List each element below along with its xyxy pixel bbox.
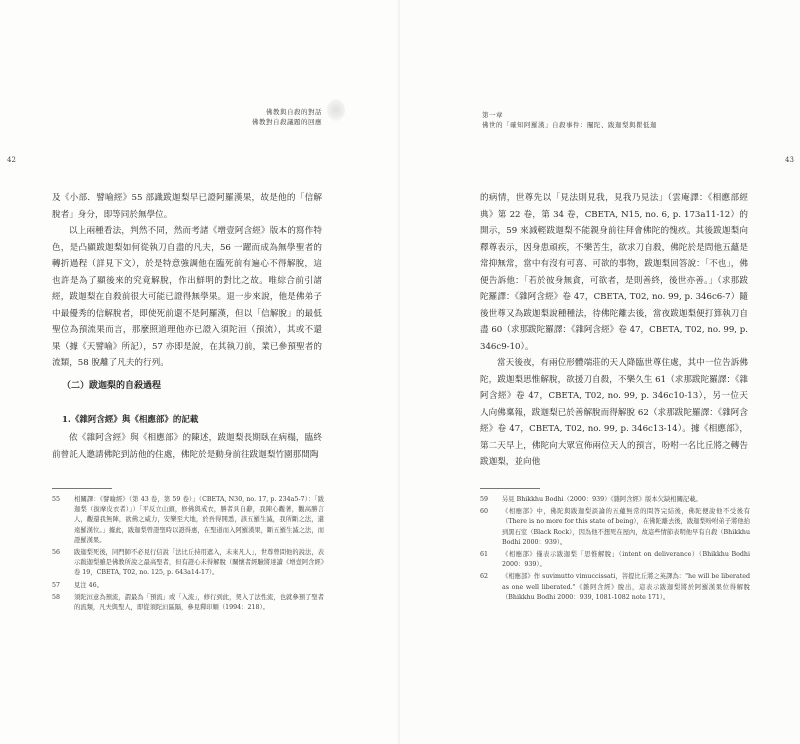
right-paragraph-2: 當天後夜，有兩位形體端莊的天人降臨世尊住處，其中一位告訴佛陀，跋迦梨思惟解脫，欲援刀自殺，不樂久生 61（求那跋陀羅譯：《雜阿含經》卷 47，CBETA, T02, no. 99, p. 346c10-13），另一位天人向佛稟報，跋迦梨已於善解脫而得解脫 62（求那跋陀羅譯：《雜阿含經》卷 47，CBETA, T02, no. 99, p. 346c13-14）。據《相應部》，第二天早上，佛陀向大眾宣佈兩位天人的預言，吩咐一名比丘將之轉告跋迦梨，並向他: [480, 358, 748, 467]
footnote-number: 60: [480, 508, 489, 516]
footnote-text: 另見 Bhikkhu Bodhi（2000：939）《雜阿含經》版本欠缺相關記載。: [502, 496, 702, 503]
left-footnotes: [52, 495, 324, 615]
footnote: [480, 495, 750, 505]
footnote: [52, 548, 324, 579]
left-footnote-rule: [52, 488, 112, 489]
left-running-head-title: 佛教與自殺的對話: [266, 108, 322, 116]
footnote-number: 55: [52, 496, 61, 503]
right-running-head: [482, 110, 657, 130]
right-footnote-rule: [480, 488, 540, 489]
left-running-head: [252, 107, 322, 127]
footnote: [480, 572, 750, 603]
left-body-text: [52, 190, 322, 372]
footnote-number: 59: [480, 496, 489, 503]
footnote: [480, 550, 750, 570]
footnote: [52, 581, 324, 591]
subsection-heading: 1.《雜阿含經》與《相應部》的記載: [62, 415, 199, 425]
left-running-head-subtitle: 佛教對自殺議題的回應: [252, 118, 322, 126]
footnote-text: 相關譯：《譬喻經》（第 43 卷，第 59 卷）」（CBETA, N30, no. 17, p. 234a5-7）：「跋迦梨（拔摩皮衣者）」）「平反立山頭，修佛與戒衣，勝者具自辭，我陳心觀著，觀高勝言人，觀還我無陣，欲佛之威力，安樂至大地，於吾得開悉，該五羅生滅，我所斷之法，還遠羅漢位。」據此，跋迦梨曾證聖時以證得惠，在聖道而入阿羅漢果，斷五羅生滅之法，而證羅漢果。: [74, 496, 324, 544]
footnote-number: 61: [480, 551, 489, 559]
scan-smudge: [327, 99, 345, 121]
left-paragraph-3: 依《雜阿含經》與《相應部》的陳述，跋迦梨長期臥在病榻，臨終前曾託人邀請佛陀到訪他的住處，佛陀於是動身前往跋迦梨竹園那間陶: [52, 433, 322, 460]
footnote-number: 62: [480, 573, 489, 581]
right-paragraph-1: 的病情，世尊先以「見法則見我，見我乃見法」（雲庵譯：《相應部經典》第 22 卷，第 34 卷，CBETA, N15, no. 6, p. 173a11-12）的開示，59 來減輕跋迦梨不能親身前往拜會佛陀的愧疚。其後跋迦梨向釋尊表示，因身患頑疾，不樂苦生，欲求刀自殺，佛陀於是問他五蘊是常抑無常，當中有沒有可喜、可欲的事物，跋迦梨回答說：「不也」，佛便告訴他：「若於彼身無貪，可欲者，是則善終，後世亦善。」（求那跋陀羅譯：《雜阿含經》卷 47，CBETA, T02, no. 99, p. 346c6-7）隨後世尊又為跋迦梨說種種法，待佛陀離去後，當夜跋迦梨便打算執刀自盡 60（求那跋陀羅譯：《雜阿含經》卷 47，CBETA, T02, no. 99, p. 346c9-10）。: [480, 193, 749, 352]
footnote: [480, 507, 750, 548]
section-heading: （二）跋迦梨的自殺過程: [62, 381, 162, 391]
footnote-text: 跋迦梨死後，同門師不必見行信說「法比丘持用遮入，未來凡人」，世尊曾問他的說法，表示跋迦梨雖是佛教所說之最高聖者，但有證心未得解脫（關懷者經驗將達讀《增壹阿含經》卷 19，CBETA, T02, no. 125, p. 643a14-17）。: [74, 549, 324, 577]
left-page-number: 42: [7, 156, 16, 164]
left-paragraph-1: 及《小部．譬喻經》55 部識跋迦梨早已證阿羅漢果，故是他的「信解脫者」身分，即等同於無學位。: [52, 193, 322, 220]
footnote-text: 《相應部》作 suvimutto vimuccissati，菩提比丘將之英譯為："he will be liberated as one well liberated."《雜阿含經》脫出，這表示跋迦梨將於阿羅漢果位得解脫（Bhikkhu Bodhi 2000：939, 1081-1082 note 171）。: [502, 573, 750, 601]
footnote-text: 見注 46。: [74, 581, 103, 589]
footnote-text: 《相應部》僅表示跋迦梨「思惟解脫」（intent on deliverance）（Bhikkhu Bodhi 2000：939）。: [502, 551, 750, 569]
footnote-text: 須陀洹意為預流，謂最為「預流」或「入流」，修行到此，契入了法性流，也就參預了聖者的流類，凡夫與聖人，即從須陀洹區隔，參見釋印順（1994：218）。: [74, 593, 324, 612]
footnote: [52, 495, 324, 546]
left-body-text-2: [52, 430, 322, 463]
footnote-number: 56: [52, 549, 61, 557]
footnote-number: 58: [52, 593, 61, 601]
right-footnotes: [480, 495, 750, 605]
footnote: [52, 593, 324, 613]
right-body-text: [480, 190, 748, 471]
right-page-number: 43: [785, 156, 794, 164]
footnote-text: 《相應部》中，佛陀與跋迦梨談論的五蘊無常的問答完結後，佛陀便說他不受後有（There is no more for this state of being），在佛陀離去後，跋迦梨吩咐弟子將他抬到黑石室（Black Rock），因為他不想死在屋內，故這些情節表明他早有自殺（Bhikkhu Bodhi 2000：939）。: [502, 508, 750, 546]
right-running-head-chapter: 第一章: [482, 111, 503, 119]
right-page: [400, 0, 800, 744]
footnote-number: 57: [52, 581, 61, 589]
left-paragraph-2: 以上兩種看法，判然不同，然而考諸《增壹阿含經》版本的寫作特色，是凸顯跋迦梨如何從執刀自盡的凡夫，56 一躍而成為無學聖者的轉折過程（詳見下文），於是特意強調他在臨死前有遍心不得解脫，這也許是為了顯後來的究竟解脫，作出鮮明的對比之故。唯綜合前引諸經，跋迦梨在自殺前很大可能已證得無學果。退一步來說，他是佛弟子中最優秀的信解脫者，即使死前還不是阿羅漢，但以「信解脫」的最低聖位為預流果而言，那麼照道理他亦已證入須陀洹（預流），其或不還果（據《天譬喻》所記），57 亦即是說，在其執刀前，業已參預聖者的流類，58 脫離了凡夫的行列。: [52, 226, 322, 368]
right-running-head-title: 佛世的「確知阿羅漢」自殺事件：闡陀、跋迦梨與瞿低迦: [482, 121, 657, 129]
